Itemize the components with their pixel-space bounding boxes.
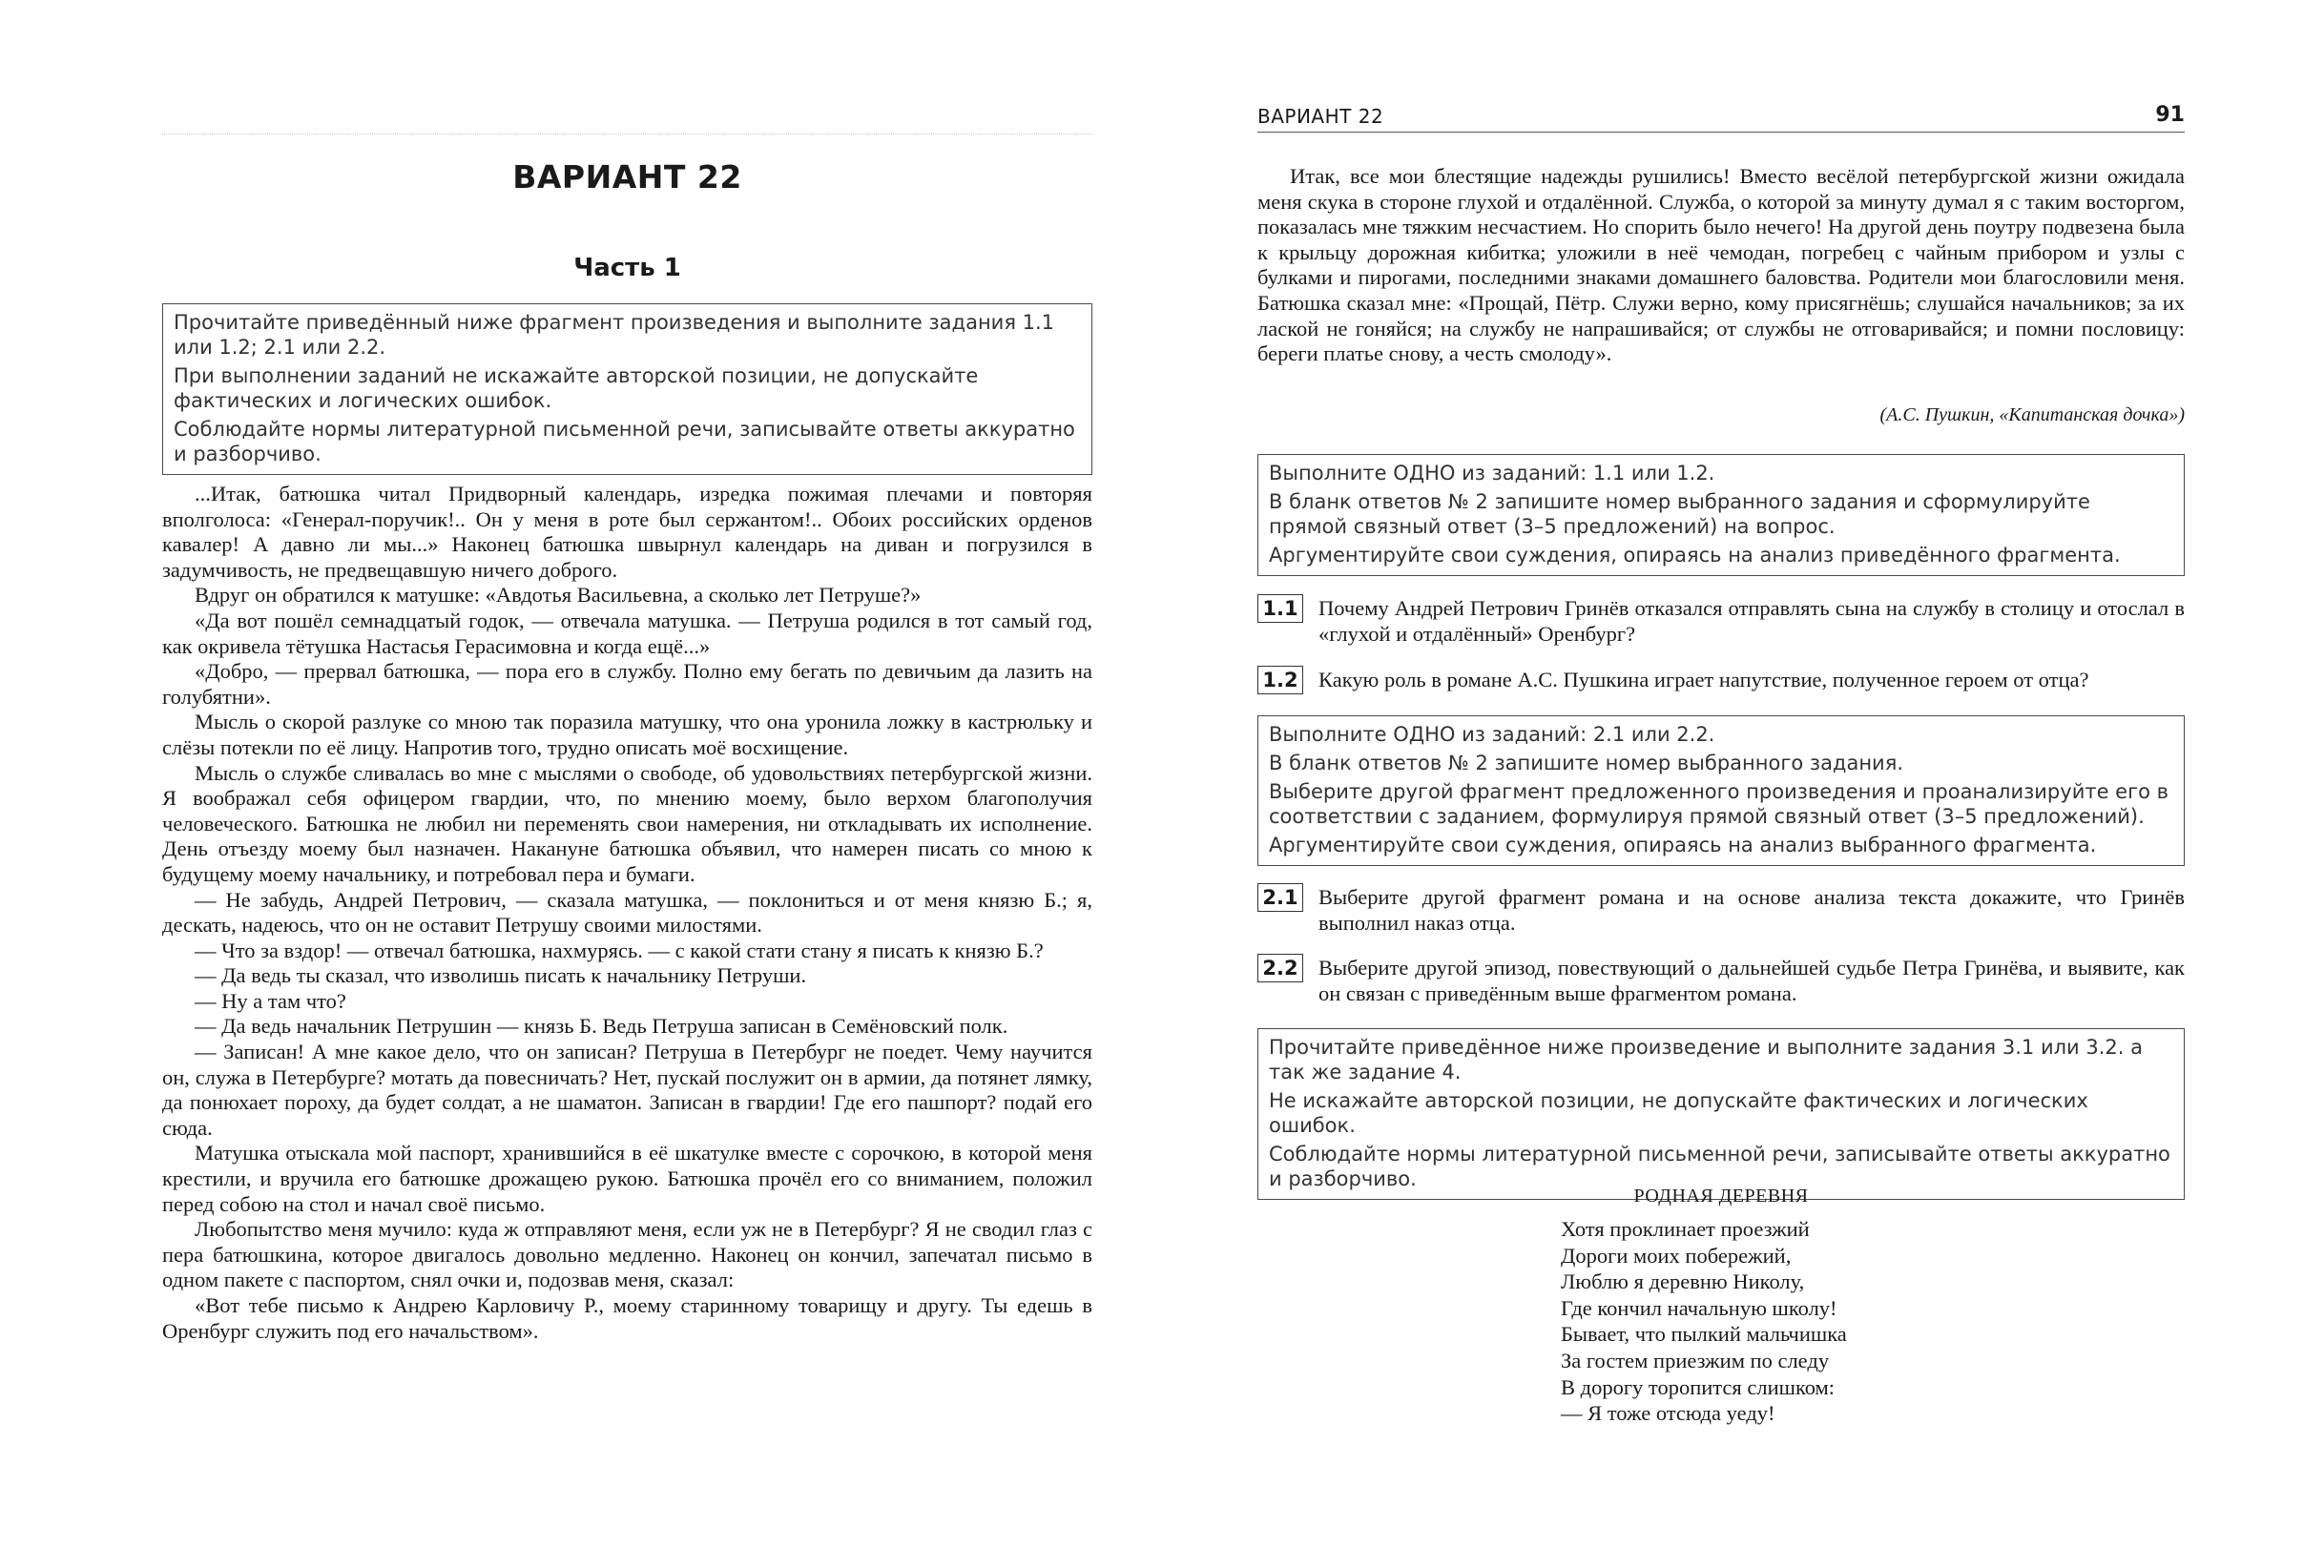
paragraph: «Добро, — прервал батюшка, — пора его в службу. Полно ему бегать по девичьим да лазить на голубятни». <box>162 659 1092 709</box>
task-2-1 <box>1257 885 2185 936</box>
task-1-1 <box>1257 596 2185 647</box>
poem-line: Дороги моих побережий, <box>1561 1243 1792 1268</box>
running-head: ВАРИАНТ 22 <box>1257 105 1384 128</box>
poem <box>1561 1216 1847 1427</box>
poem-line: Бывает, что пылкий мальчишка <box>1561 1322 1847 1347</box>
task-number: 1.1 <box>1257 594 1303 623</box>
poem-line: Люблю я деревню Николу, <box>1561 1269 1805 1294</box>
instruction-line: Не искажайте авторской позиции, не допускайте фактических и логических ошибок. <box>1269 1089 2088 1137</box>
instruction-line: Соблюдайте нормы литературной письменной речи, записывайте ответы аккуратно и разборчиво. <box>1269 1143 2170 1190</box>
paragraph: Мысль о службе сливалась во мне с мыслями о свободе, об удовольствиях петербургской жизни. Я воображал себя офицером гвардии, что, по мнению моему, было верхом благополучия человеческого. Батюшка не любил ни переменять свои намерения, ни откладывать их исполнение. День отъезду моему был назначен. Накануне батюшка объявил, что намерен писать со мною к будущему моему начальнику, и потребовал пера и бумаги. <box>162 760 1092 886</box>
task-text: Выберите другой фрагмент романа и на основе анализа текста докажите, что Гринёв выполнил наказ отца. <box>1318 885 2185 935</box>
instruction-line: Выполните ОДНО из заданий: 2.1 или 2.2. <box>1269 723 1715 746</box>
part-title: Часть 1 <box>573 254 681 282</box>
paragraph: Матушка отыскала мой паспорт, хранившийся в её шкатулке вместе с сорочкою, в которой меня крестили, и вручила его батюшке дрожащею рукою. Батюшка прочёл его со вниманием, положил перед собою на стол и начал своё письмо. <box>162 1141 1092 1216</box>
header-divider <box>1257 132 2185 133</box>
instruction-line: Выполните ОДНО из заданий: 1.1 или 1.2. <box>1269 462 1715 485</box>
attribution: (А.С. Пушкин, «Капитанская дочка») <box>1879 404 2185 425</box>
excerpt-text <box>162 482 1092 1344</box>
paragraph: «Вот тебе письмо к Андрею Карловичу Р., моему старинному товарищу и другу. Ты едешь в Оренбург служить под его начальством». <box>162 1293 1092 1343</box>
paragraph: — Ну а там что? <box>195 988 346 1013</box>
paragraph: Вдруг он обратился к матушке: «Авдотья Васильевна, а сколько лет Петруше?» <box>195 583 922 608</box>
poem-line: — Я тоже отсюда уеду! <box>1561 1401 1775 1426</box>
task-number: 2.1 <box>1257 883 1303 912</box>
task-text: Почему Андрей Петрович Гринёв отказался отправлять сына на службу в столицу и отослал в «глухой и отдалённый» Оренбург? <box>1318 596 2185 646</box>
paragraph: — Записан! А мне какое дело, что он записан? Петруша в Петербург не поедет. Чему научится он, служа в Петербурге? мотать да повесничать? Нет, пускай послужит он в армии, да потянет лямку, да понюхает пороху, да будет солдат, а не шаматон. Записан в гвардии! Где его пашпорт? подай его сюда. <box>162 1040 1092 1140</box>
paragraph: — Не забудь, Андрей Петрович, — сказала матушка, — поклониться и от меня князю Б.; я, дескать, надеюсь, что он не оставит Петрушу своими милостями. <box>162 887 1092 938</box>
instructions-box <box>162 303 1092 475</box>
variant-title: ВАРИАНТ 22 <box>512 158 742 196</box>
instruction-line: При выполнении заданий не искажайте авторской позиции, не допускайте фактических и логических ошибок. <box>174 364 979 412</box>
task-number: 1.2 <box>1257 666 1303 694</box>
paragraph: — Да ведь ты сказал, что изволишь писать к начальнику Петруши. <box>195 963 807 988</box>
instruction-line: В бланк ответов № 2 запишите номер выбранного задания и сформулируйте прямой связный ответ (3–5 предложений) на вопрос. <box>1269 490 2090 538</box>
instruction-line: Аргументируйте свои суждения, опираясь на анализ приведённого фрагмента. <box>1269 544 2121 567</box>
instruction-line: В бланк ответов № 2 запишите номер выбранного задания. <box>1269 752 1904 774</box>
poem-title: РОДНАЯ ДЕРЕВНЯ <box>1633 1186 1809 1207</box>
poem-line: За гостем приезжим по следу <box>1561 1348 1830 1372</box>
paragraph: — Да ведь начальник Петрушин — князь Б. Ведь Петруша записан в Семёновский полк. <box>195 1014 1008 1039</box>
instruction-line: Прочитайте приведённое ниже произведение и выполните задания 3.1 или 3.2. а так же задание 4. <box>1269 1036 2143 1083</box>
instructions-box-1 <box>1257 454 2185 576</box>
paragraph: Любопытство меня мучило: куда ж отправляют меня, если уж не в Петербург? Я не сводил глаз с пера батюшкина, которое двигалось довольно медленно. Наконец он кончил, запечатал письмо в одном пакете с паспортом, снял очки и, подозвав меня, сказал: <box>162 1217 1092 1292</box>
task-1-2 <box>1257 668 2185 693</box>
paragraph: Итак, все мои блестящие надежды рушились! Вместо весёлой петербургской жизни ожидала меня скука в стороне глухой и отдалённой. Служба, о которой за минуту думал я с таким восторгом, показалась мне тяжким несчастием. Но спорить было нечего! На другой день поутру подвезена была к крыльцу дорожная кибитка; уложили в неё чемодан, погребец с чайным прибором и узлы с булками и пирогами, последними знаками домашнего баловства. Родители мои благословили меня. Батюшка сказал мне: «Прощай, Пётр. Служи верно, кому присягнёшь; слушайся начальников; за их лаской не гоняйся; на службу не напрашивайся; от службы не отговаривайся; и помни пословицу: береги платье снову, а честь смолоду». <box>1257 164 2185 366</box>
paragraph: ...Итак, батюшка читал Придворный календарь, изредка пожимая плечами и повторяя вполголоса: «Генерал-поручик!.. Он у меня в роте был сержантом!.. Обоих российских орденов кавалер! А давно ли мы...» Наконец батюшка швырнул календарь на диван и погрузился в задумчивость, не предвещавшую ничего доброго. <box>162 482 1092 582</box>
page-number: 91 <box>2155 103 2185 127</box>
instructions-box-2 <box>1257 715 2185 866</box>
task-text: Какую роль в романе А.С. Пушкина играет напутствие, полученное героем от отца? <box>1318 668 2089 691</box>
instruction-line: Аргументируйте свои суждения, опираясь на анализ выбранного фрагмента. <box>1269 834 2097 856</box>
instruction-line: Соблюдайте нормы литературной письменной речи, записывайте ответы аккуратно и разборчиво. <box>174 418 1075 465</box>
paragraph: Мысль о скорой разлуке со мною так поразила матушку, что она уронила ложку в кастрюльку и слёзы потекли по её лицу. Напротив того, трудно описать моё восхищение. <box>162 710 1092 759</box>
poem-line: В дорогу торопится слишком: <box>1561 1374 1836 1399</box>
task-number: 2.2 <box>1257 954 1303 982</box>
poem-line: Хотя проклинает проезжий <box>1561 1217 1810 1241</box>
excerpt-continuation <box>1257 164 2185 367</box>
poem-line: Где кончил начальную школу! <box>1561 1295 1837 1320</box>
instruction-line: Прочитайте приведённый ниже фрагмент произведения и выполните задания 1.1 или 1.2; 2.1 или 2.2. <box>174 311 1055 359</box>
instructions-box-3 <box>1257 1028 2185 1200</box>
paragraph: «Да вот пошёл семнадцатый годок, — отвечала матушка. — Петруша родился в тот самый год, как окривела тётушка Настасья Герасимовна и когда ещё...» <box>162 608 1092 658</box>
instruction-line: Выберите другой фрагмент предложенного произведения и проанализируйте его в соответствии с заданием, формулируя прямой связный ответ (3–5 предложений). <box>1269 780 2169 828</box>
paragraph: — Что за вздор! — отвечал батюшка, нахмурясь. — с какой стати стану я писать к князю Б.? <box>195 938 1044 962</box>
task-2-2 <box>1257 956 2185 1006</box>
task-text: Выберите другой эпизод, повествующий о дальнейшей судьбе Петра Гринёва, и выявите, как он связан с приведённым выше фрагментом романа. <box>1318 956 2185 1005</box>
